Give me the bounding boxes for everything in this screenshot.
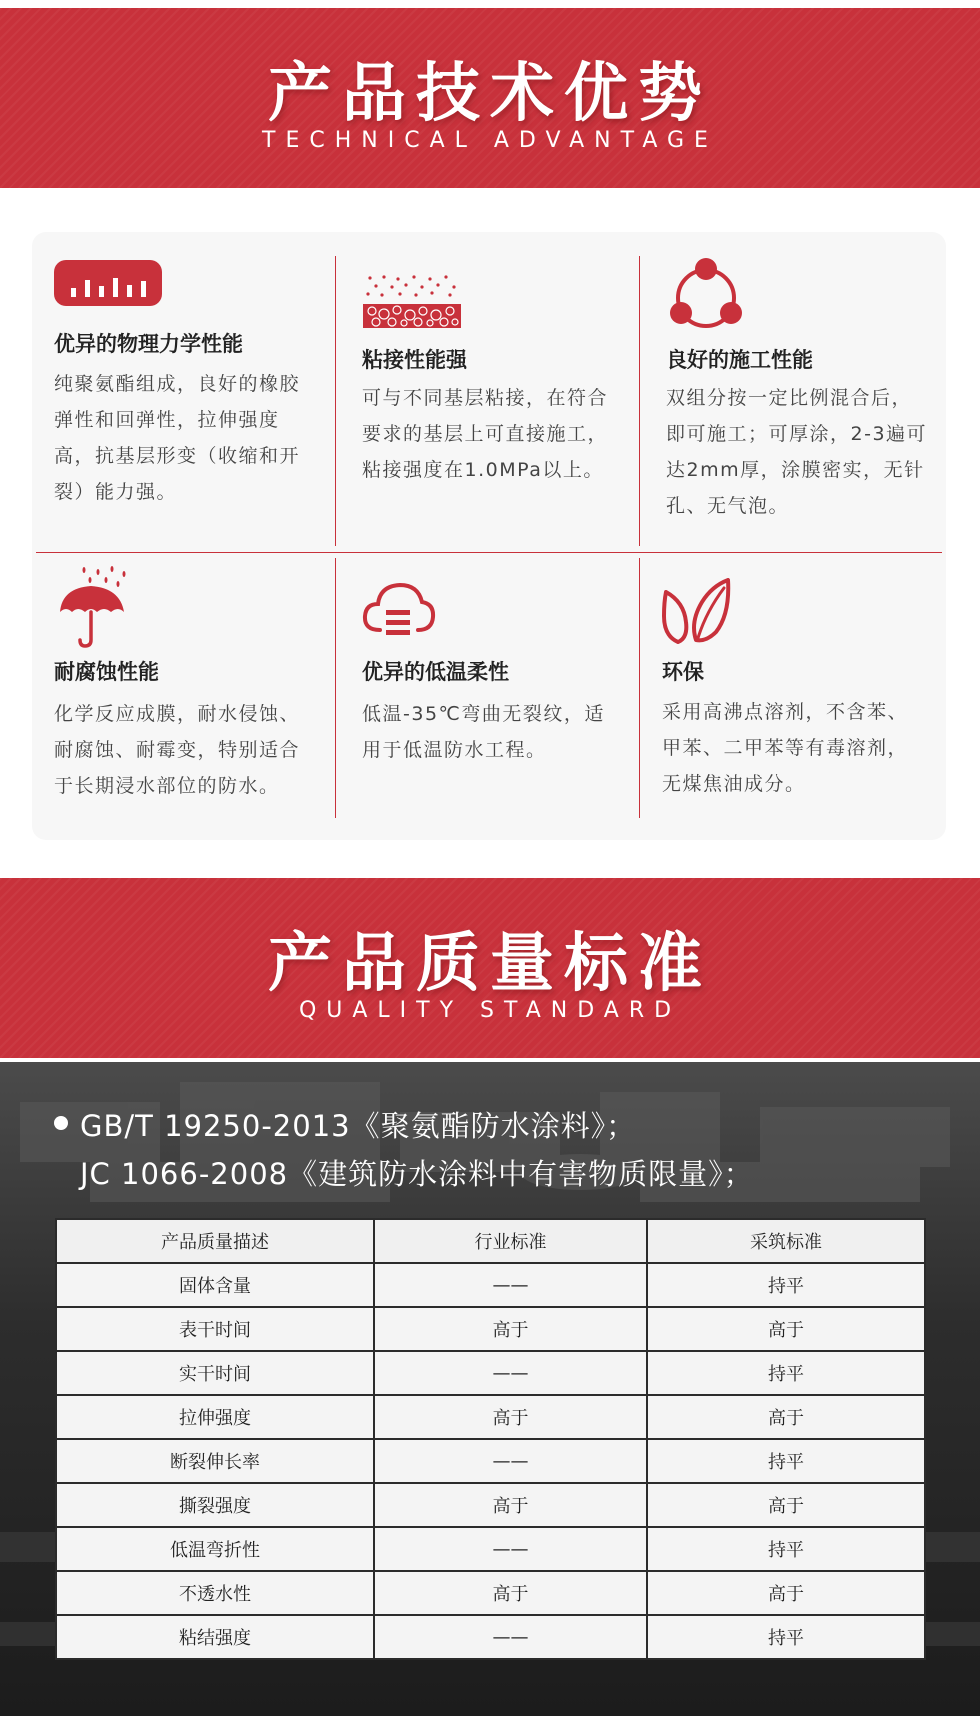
feature-description: 纯聚氨酯组成，良好的橡胶弹性和回弹性，拉伸强度高，抗基层形变（收缩和开裂）能力强。	[54, 373, 301, 503]
cell-industry: ——	[374, 1615, 647, 1659]
banner-subtitle: TECHNICAL ADVANTAGE	[262, 128, 718, 153]
table-row	[56, 1483, 925, 1527]
cell-industry: 高于	[374, 1307, 647, 1351]
table-row	[56, 1439, 925, 1483]
standard-line-2: JC 1066-2008《建筑防水涂料中有害物质限量》；	[80, 1157, 754, 1191]
table-header-row	[56, 1219, 925, 1263]
feature-description: 采用高沸点溶剂，不含苯、甲苯、二甲苯等有毒溶剂，无煤焦油成分。	[662, 701, 909, 795]
table-row	[56, 1351, 925, 1395]
feature-description: 化学反应成膜，耐水侵蚀、耐腐蚀、耐霉变，特别适合于长期浸水部位的防水。	[54, 703, 301, 797]
banner-title: 产品质量标准	[268, 927, 712, 1001]
cell-caizhu: 高于	[647, 1571, 925, 1615]
cell-item: 不透水性	[56, 1571, 374, 1615]
cell-item: 表干时间	[56, 1307, 374, 1351]
cell-caizhu: 持平	[647, 1263, 925, 1307]
technical-advantage-banner	[0, 8, 980, 188]
standard-bullet	[54, 1116, 68, 1130]
cell-item: 粘结强度	[56, 1615, 374, 1659]
banner-subtitle: QUALITY STANDARD	[298, 998, 682, 1023]
table-row	[56, 1527, 925, 1571]
cell-industry: 高于	[374, 1571, 647, 1615]
table-row	[56, 1263, 925, 1307]
cell-industry: ——	[374, 1439, 647, 1483]
header-description: 产品质量描述	[56, 1219, 374, 1263]
cell-item: 断裂伸长率	[56, 1439, 374, 1483]
cell-industry: ——	[374, 1351, 647, 1395]
cell-caizhu: 高于	[647, 1395, 925, 1439]
quality-standard-banner	[0, 878, 980, 1058]
cell-item: 固体含量	[56, 1263, 374, 1307]
divider	[335, 558, 336, 818]
header-caizhu-standard: 采筑标准	[647, 1219, 925, 1263]
header-industry-standard: 行业标准	[374, 1219, 647, 1263]
cell-industry: ——	[374, 1263, 647, 1307]
feature-description: 可与不同基层粘接，在符合要求的基层上可直接施工，粘接强度在1.0MPa以上。	[362, 387, 609, 481]
feature-description: 低温-35℃弯曲无裂纹，适用于低温防水工程。	[362, 703, 605, 761]
bonding-texture-icon	[362, 274, 462, 330]
cell-industry: 高于	[374, 1395, 647, 1439]
standard-line-1: GB/T 19250-2013《聚氨酯防水涂料》；	[80, 1109, 637, 1143]
cell-industry: 高于	[374, 1483, 647, 1527]
cycle-nodes-icon	[666, 256, 746, 334]
divider	[335, 256, 336, 546]
table-row	[56, 1307, 925, 1351]
divider	[639, 256, 640, 546]
cell-caizhu: 持平	[647, 1615, 925, 1659]
table-row	[56, 1571, 925, 1615]
umbrella-rain-icon	[54, 566, 132, 648]
divider	[36, 552, 942, 553]
feature-title: 耐腐蚀性能	[54, 660, 159, 684]
bar-chart-icon	[54, 260, 162, 306]
banner-title: 产品技术优势	[268, 57, 712, 131]
cell-caizhu: 持平	[647, 1351, 925, 1395]
advantages-card	[32, 232, 946, 840]
quality-table	[55, 1218, 926, 1660]
cell-item: 低温弯折性	[56, 1527, 374, 1571]
feature-title: 优异的物理力学性能	[54, 332, 243, 356]
table-row	[56, 1615, 925, 1659]
divider	[639, 558, 640, 818]
feature-title: 良好的施工性能	[666, 348, 813, 372]
cell-caizhu: 持平	[647, 1439, 925, 1483]
cell-industry: ——	[374, 1527, 647, 1571]
cell-caizhu: 持平	[647, 1527, 925, 1571]
feature-description: 双组分按一定比例混合后，即可施工；可厚涂，2-3遍可达2mm厚，涂膜密实，无针孔、无气泡。	[666, 387, 928, 517]
feature-title: 粘接性能强	[362, 348, 467, 372]
feature-title: 优异的低温柔性	[362, 660, 509, 684]
cell-caizhu: 高于	[647, 1483, 925, 1527]
cell-item: 撕裂强度	[56, 1483, 374, 1527]
cloud-cold-icon	[362, 580, 436, 642]
cell-item: 拉伸强度	[56, 1395, 374, 1439]
feature-title: 环保	[662, 660, 704, 684]
cell-item: 实干时间	[56, 1351, 374, 1395]
table-row	[56, 1395, 925, 1439]
leaf-icon	[662, 578, 732, 644]
cell-caizhu: 高于	[647, 1307, 925, 1351]
